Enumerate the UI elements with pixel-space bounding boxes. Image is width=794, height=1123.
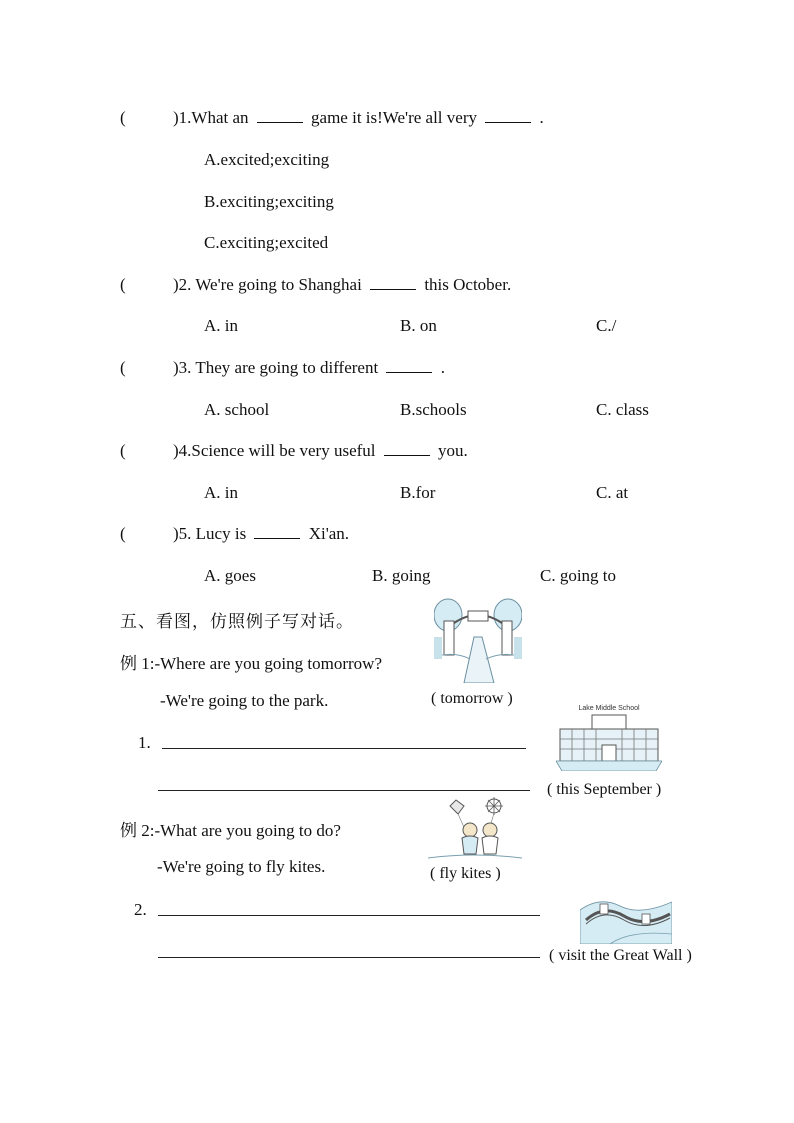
option-c: C. at (596, 483, 629, 502)
question-3-text-a: )3. They are going to different (173, 358, 379, 377)
answer-blank[interactable] (386, 358, 432, 373)
question-5-text-b: Xi'an. (308, 524, 350, 543)
option-c: C./ (596, 316, 617, 335)
question-2-text-a: )2. We're going to Shanghai (173, 275, 362, 294)
answer-blank[interactable] (485, 108, 531, 123)
option-a: A.excited;exciting (204, 150, 330, 169)
option-a: A. in (204, 316, 238, 335)
question-4-text-a: )4.Science will be very useful (173, 441, 376, 460)
great-wall-illustration (580, 890, 672, 944)
option-c: C. going to (540, 566, 617, 585)
option-a: A. school (204, 400, 270, 419)
school-illustration (556, 701, 662, 771)
answer-line[interactable] (158, 957, 540, 958)
option-b: B.exciting;exciting (204, 192, 334, 211)
section-title: 五、看图，仿照例子写对话。 (120, 612, 354, 632)
option-c: C.exciting;excited (204, 233, 329, 252)
answer-bracket[interactable]: ( (120, 441, 126, 460)
example-1-caption: ( tomorrow ) (431, 690, 513, 707)
question-4-text-b: you. (438, 441, 468, 460)
park-illustration (434, 597, 522, 683)
option-b: B. going (372, 566, 431, 585)
option-a: A. in (204, 483, 238, 502)
item-1-caption: ( this September ) (547, 781, 662, 798)
question-1-text-c: . (539, 108, 544, 127)
option-b: B. on (400, 316, 437, 335)
example-2-question: 例 2:-What are you going to do? (120, 821, 341, 840)
answer-bracket[interactable]: ( (120, 275, 126, 294)
answer-line[interactable] (162, 748, 526, 749)
answer-blank[interactable] (384, 441, 430, 456)
answer-line[interactable] (158, 790, 530, 791)
answer-line[interactable] (158, 915, 540, 916)
answer-bracket[interactable]: ( (120, 358, 126, 377)
option-a: A. goes (204, 566, 256, 585)
question-3-text-b: . (440, 358, 445, 377)
option-c: C. class (596, 400, 649, 419)
answer-bracket[interactable]: ( (120, 108, 126, 127)
answer-blank[interactable] (257, 108, 303, 123)
item-2-number: 2. (134, 900, 147, 919)
question-2-text-b: this October. (424, 275, 512, 294)
option-b: B.for (400, 483, 436, 502)
example-2-caption: ( fly kites ) (430, 865, 501, 882)
kites-illustration (428, 796, 522, 862)
example-2-answer: -We're going to fly kites. (157, 857, 326, 876)
answer-blank[interactable] (370, 275, 416, 290)
answer-bracket[interactable]: ( (120, 524, 126, 543)
option-b: B.schools (400, 400, 467, 419)
question-5-text-a: )5. Lucy is (173, 524, 247, 543)
example-1-question: 例 1:-Where are you going tomorrow? (120, 654, 382, 673)
question-1-text-a: )1.What an (173, 108, 249, 127)
item-2-caption: ( visit the Great Wall ) (549, 947, 692, 964)
question-1-text-b: game it is!We're all very (311, 108, 477, 127)
example-1-answer: -We're going to the park. (160, 691, 329, 710)
item-1-number: 1. (138, 733, 151, 752)
school-sign: Lake Middle School (578, 705, 640, 712)
answer-blank[interactable] (254, 524, 300, 539)
